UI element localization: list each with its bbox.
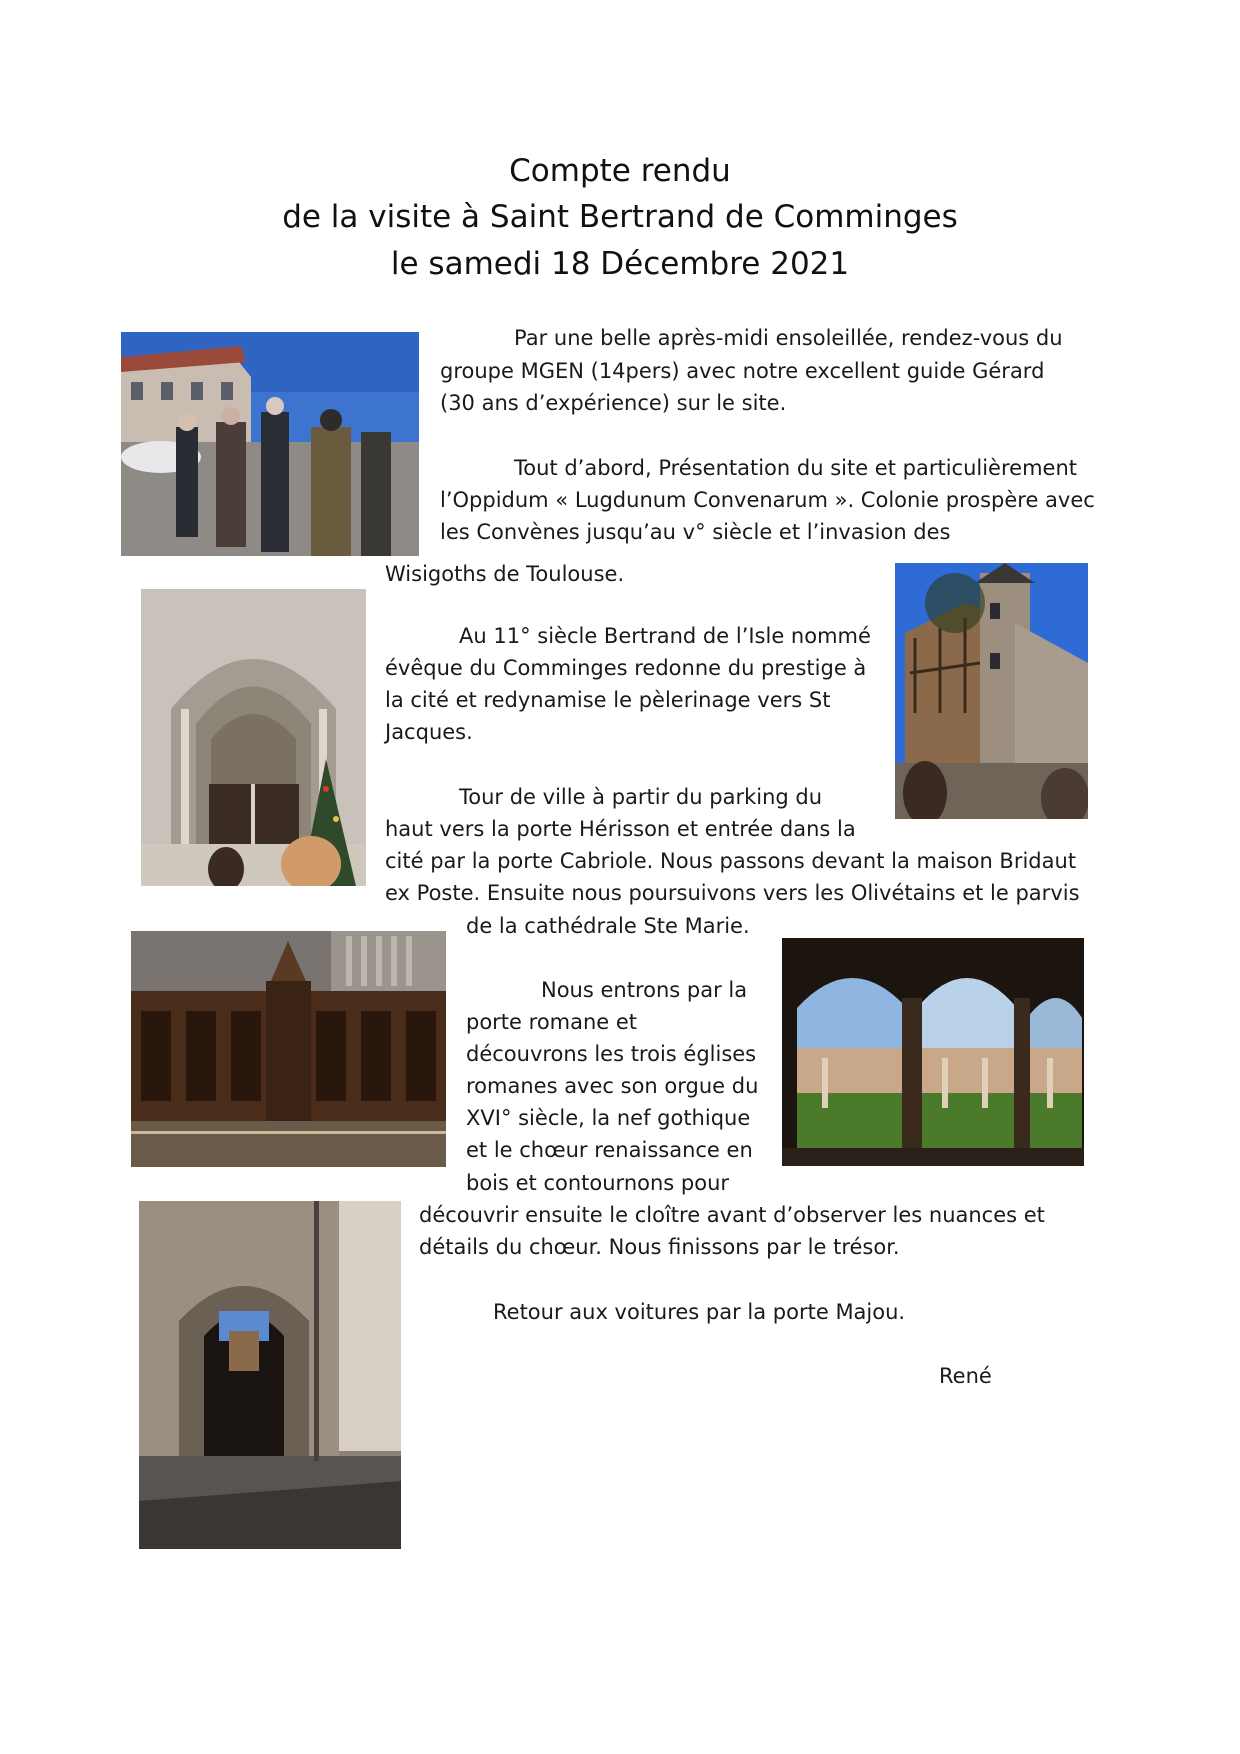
p5-line-9: détails du chœur. Nous finissons par le trésor. <box>419 1235 900 1259</box>
photo-timbered-house <box>895 563 1088 819</box>
p5-line-6: et le chœur renaissance en <box>466 1138 753 1162</box>
p5-line-7: bois et contournons pour <box>466 1171 730 1195</box>
p1-line-2: groupe MGEN (14pers) avec notre excellent guide Gérard <box>440 359 1045 383</box>
p5-line-4: romanes avec son orgue du <box>466 1074 759 1098</box>
p4-line-3: cité par la porte Cabriole. Nous passons devant la maison Bridaut <box>385 849 1077 873</box>
p2-line-4: Wisigoths de Toulouse. <box>385 562 625 586</box>
photo-group-parking <box>121 332 419 556</box>
photo-cloister <box>782 938 1084 1166</box>
photo-porte-majou <box>139 1201 401 1549</box>
title-line-2: de la visite à Saint Bertrand de Comminges <box>282 199 958 235</box>
p1-line-3: (30 ans d’expérience) sur le site. <box>440 391 787 415</box>
p5-line-1: Nous entrons par la <box>541 978 748 1002</box>
p3-line-2: évêque du Comminges redonne du prestige à <box>385 656 867 680</box>
p2-line-3: les Convènes jusqu’au v° siècle et l’invasion des <box>440 520 951 544</box>
photo-choir-stalls <box>131 931 446 1167</box>
signature: René <box>939 1364 992 1388</box>
p4-line-2: haut vers la porte Hérisson et entrée dans la <box>385 817 856 841</box>
p2-line-2: l’Oppidum « Lugdunum Convenarum ». Colonie prospère avec <box>440 488 1095 512</box>
title-line-3: le samedi 18 Décembre 2021 <box>390 246 850 282</box>
p1-line-1: Par une belle après-midi ensoleillée, rendez-vous du <box>514 326 1063 350</box>
p5-line-2: porte romane et <box>466 1010 638 1034</box>
p5-line-5: XVI° siècle, la nef gothique <box>466 1106 751 1130</box>
p3-line-3: la cité et redynamise le pèlerinage vers St <box>385 688 831 712</box>
p3-line-1: Au 11° siècle Bertrand de l’Isle nommé <box>459 624 871 648</box>
p6-line-1: Retour aux voitures par la porte Majou. <box>493 1300 906 1324</box>
p5-line-3: découvrons les trois églises <box>466 1042 757 1066</box>
p4-line-1: Tour de ville à partir du parking du <box>459 785 823 809</box>
p2-line-1: Tout d’abord, Présentation du site et particulièrement <box>514 456 1077 480</box>
title-line-1: Compte rendu <box>509 153 731 189</box>
p4-line-4: ex Poste. Ensuite nous poursuivons vers les Olivétains et le parvis <box>385 881 1080 905</box>
photo-cathedral-portal <box>141 589 366 886</box>
p3-line-4: Jacques. <box>385 720 473 744</box>
p4-line-5: de la cathédrale Ste Marie. <box>466 914 750 938</box>
p5-line-8: découvrir ensuite le cloître avant d’observer les nuances et <box>419 1203 1045 1227</box>
